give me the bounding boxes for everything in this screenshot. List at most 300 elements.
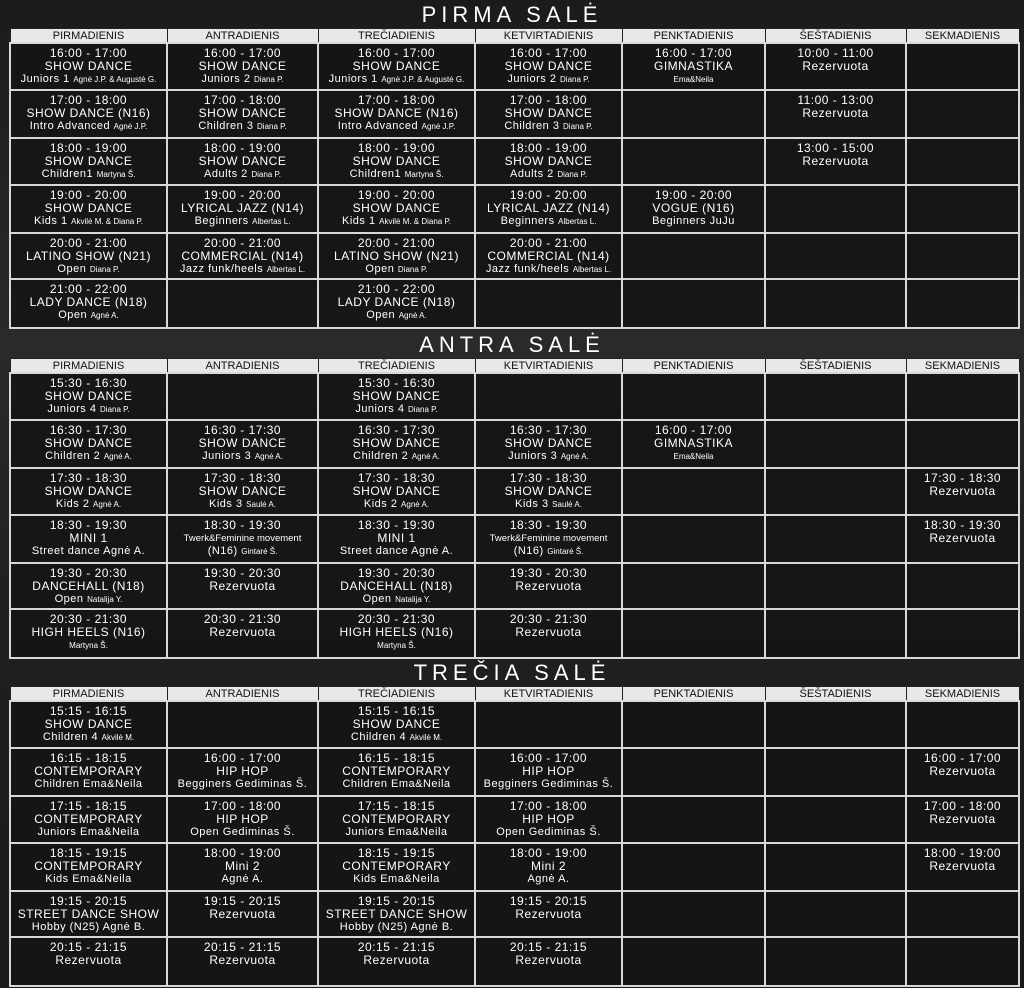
slot-time: 17:30 - 18:30 [923,471,1002,485]
slot-teacher: Ema&Neila [83,778,143,790]
slot-title: SHOW DANCE [504,484,593,498]
slot-teacher: Gintarė Š. [547,547,584,556]
day-header: PIRMADIENIS [10,29,167,44]
slot-group: Children1 [41,168,94,180]
slot-title: MINI 1 [69,531,108,545]
slot-teacher: Agnė A. [398,311,427,320]
slot-title: HIP HOP [216,812,269,826]
slot-title: SHOW DANCE [352,201,441,215]
slot-time: 16:15 - 18:15 [49,751,128,765]
class-slot [475,937,622,986]
slot-group: Adults 2 [204,168,248,180]
class-slot [10,90,167,138]
slot-time: 20:30 - 21:30 [49,612,128,626]
slot-title: DANCEHALL (N18) [340,579,453,593]
slot-time: 17:30 - 18:30 [357,471,436,485]
slot-group: Kids 1 [33,215,68,227]
slot-title: SHOW DANCE (N16) [334,106,459,120]
slot-group: Juniors 3 [202,450,252,462]
slot-title: SHOW DANCE [352,717,441,731]
slot-title: Rezervuota [929,859,996,873]
schedule-row [10,515,1019,563]
slot-title: CONTEMPORARY [34,859,143,873]
slot-title: LADY DANCE (N18) [29,295,148,309]
slot-time: 17:00 - 18:00 [923,799,1002,813]
slot-group: Open [58,309,88,321]
class-slot [475,233,622,279]
slot-time: 17:15 - 18:15 [357,799,436,813]
slot-time: 20:15 - 21:15 [49,940,128,954]
slot-teacher: Agnė A. [401,500,430,509]
class-slot [167,515,318,563]
slot-title: HIP HOP [522,764,575,778]
slot-title: SHOW DANCE [44,389,133,403]
slot-teacher: Diana P. [397,265,428,274]
slot-title: HIGH HEELS (N16) [339,625,454,639]
class-slot [906,843,1019,891]
day-header: ŠEŠTADIENIS [765,29,906,44]
empty-slot [765,701,906,748]
slot-group: Kids 3 [515,498,549,510]
class-slot [475,609,622,658]
class-slot [10,891,167,937]
slot-time: 19:15 - 20:15 [49,894,128,908]
slot-title: Rezervuota [929,764,996,778]
slot-time: 10:00 - 11:00 [797,46,874,60]
slot-title: LATINO SHOW (N21) [26,249,151,263]
class-slot [10,843,167,891]
schedule-row [10,609,1019,658]
day-header: PIRMADIENIS [10,359,167,374]
slot-group: Open [366,309,396,321]
slot-teacher: Gediminas Š. [528,826,601,838]
slot-title: SHOW DANCE [352,389,441,403]
slot-title: LYRICAL JAZZ (N14) [486,201,611,215]
slot-title: SHOW DANCE [352,59,441,73]
class-slot [765,90,906,138]
slot-teacher: Agnė A. [411,545,454,557]
slot-title: SHOW DANCE [44,436,133,450]
slot-time: 19:00 - 20:00 [203,188,282,202]
slot-title: Rezervuota [929,812,996,826]
slot-time: 17:00 - 18:00 [509,93,588,107]
slot-group: Juniors 3 [508,450,558,462]
slot-teacher: Agnė A. [411,452,440,461]
slot-group: Juniors [37,826,77,838]
slot-group: Kids [353,873,377,885]
slot-time: 16:30 - 17:30 [49,423,128,437]
class-slot [10,373,167,420]
slot-time: 19:15 - 20:15 [203,894,282,908]
schedule-row [10,701,1019,748]
slot-group: Juniors [345,826,385,838]
slot-group: Intro Advanced [29,120,111,132]
slot-title: SHOW DANCE [504,154,593,168]
slot-title: CONTEMPORARY [34,812,143,826]
slot-time: 15:15 - 16:15 [357,704,436,718]
slot-title: SHOW DANCE [198,484,287,498]
hall-title: ANTRA SALĖ [419,332,605,357]
class-slot [318,563,475,609]
schedule-row [10,185,1019,233]
slot-title: SHOW DANCE [44,201,133,215]
slot-time: 18:00 - 19:00 [509,141,588,155]
slot-group: (N16) [207,545,238,557]
slot-time: 18:00 - 19:00 [203,846,282,860]
slot-title: DANCEHALL (N18) [32,579,145,593]
slot-title: SHOW DANCE [44,484,133,498]
day-header: KETVIRTADIENIS [475,29,622,44]
slot-group: Children1 [349,168,402,180]
slot-time: 19:00 - 20:00 [509,188,588,202]
class-slot [622,185,765,233]
slot-time: 16:00 - 17:00 [923,751,1002,765]
slot-group: Open [362,593,392,605]
empty-slot [906,90,1019,138]
class-slot [906,468,1019,515]
slot-time: 18:30 - 19:30 [49,518,128,532]
day-header: SEKMADIENIS [906,359,1019,374]
day-header: PENKTADIENIS [622,687,765,702]
empty-slot [765,937,906,986]
class-slot [10,468,167,515]
slot-title: Twerk&Feminine movement [183,533,302,544]
class-slot [10,279,167,328]
slot-time: 17:00 - 18:00 [357,93,436,107]
schedule-row [10,233,1019,279]
day-header: ANTRADIENIS [167,359,318,374]
slot-time: 16:00 - 17:00 [203,751,282,765]
class-slot [318,420,475,468]
slot-time: 17:30 - 18:30 [203,471,282,485]
class-slot [10,138,167,185]
slot-time: 16:00 - 17:00 [203,46,282,60]
slot-group: Kids 3 [209,498,243,510]
slot-title: SHOW DANCE [352,154,441,168]
class-slot [622,420,765,468]
slot-title: SHOW DANCE [44,59,133,73]
slot-group: Beginners [652,215,707,227]
slot-time: 16:00 - 17:00 [357,46,436,60]
class-slot [167,843,318,891]
slot-title: Rezervuota [515,625,582,639]
day-header: ŠEŠTADIENIS [765,687,906,702]
schedule-row [10,748,1019,796]
slot-title: Rezervuota [929,484,996,498]
slot-time: 17:00 - 18:00 [203,799,282,813]
class-slot [475,138,622,185]
slot-group: Open [190,826,220,838]
slot-teacher: Gediminas Š. [541,778,614,790]
schedule-row [10,563,1019,609]
empty-slot [622,843,765,891]
slot-time: 16:00 - 17:00 [49,46,128,60]
hall-title: PIRMA SALĖ [421,2,603,27]
class-slot [167,233,318,279]
slot-time: 20:00 - 21:00 [509,236,588,250]
class-slot [318,796,475,843]
empty-slot [765,515,906,563]
slot-title: Rezervuota [209,579,276,593]
slot-group: Agnė A. [527,873,570,885]
slot-title: HIP HOP [216,764,269,778]
class-slot [475,43,622,90]
class-slot [318,138,475,185]
class-slot [10,701,167,748]
slot-time: 17:15 - 18:15 [49,799,128,813]
slot-time: 20:00 - 21:00 [49,236,128,250]
slot-teacher: Albertas L. [572,265,612,274]
slot-teacher: Albertas L. [252,217,291,226]
slot-title: Rezervuota [209,953,276,967]
slot-title: Rezervuota [802,106,869,120]
slot-group: Children 4 [42,731,99,743]
slot-group: Juniors 4 [355,403,405,415]
slot-teacher: Ema&Neila [72,873,132,885]
slot-title: Rezervuota [515,953,582,967]
slot-group: Children 3 [504,120,560,132]
slot-time: 19:00 - 20:00 [654,188,733,202]
slot-teacher: Agnė A. [93,500,122,509]
schedule-row [10,796,1019,843]
slot-title: SHOW DANCE [504,436,593,450]
empty-slot [765,748,906,796]
slot-group: Jazz funk/heels [485,263,570,275]
class-slot [10,185,167,233]
slot-teacher: Martyna Š. [69,641,108,650]
slot-group: Beginners [500,215,555,227]
slot-time: 19:00 - 20:00 [357,188,436,202]
slot-teacher: Gintarė Š. [241,547,278,556]
slot-teacher: Ema&Neila [673,452,714,461]
slot-title: Rezervuota [55,953,122,967]
slot-time: 19:30 - 20:30 [203,566,282,580]
slot-time: 21:00 - 22:00 [357,282,436,296]
class-slot [167,563,318,609]
class-slot [167,138,318,185]
slot-group: Kids [45,873,69,885]
class-slot [167,609,318,658]
slot-teacher: Martyna Š. [377,641,416,650]
empty-slot [765,185,906,233]
class-slot [167,937,318,986]
slot-title: Rezervuota [515,579,582,593]
slot-teacher: Ema&Neila [380,873,440,885]
empty-slot [906,279,1019,328]
class-slot [167,90,318,138]
slot-title: SHOW DANCE [198,154,287,168]
slot-time: 11:00 - 13:00 [797,93,874,107]
slot-group: Open [57,263,87,275]
day-header: SEKMADIENIS [906,29,1019,44]
slot-teacher: Agnė J.P. [113,122,148,131]
slot-title: CONTEMPORARY [342,764,451,778]
slot-time: 18:00 - 19:00 [357,141,436,155]
empty-slot [765,843,906,891]
day-header: PENKTADIENIS [622,29,765,44]
slot-teacher: Ema&Neila [80,826,140,838]
slot-time: 17:30 - 18:30 [509,471,588,485]
slot-teacher: Agnė B. [102,921,146,933]
slot-group: Children 2 [45,450,101,462]
slot-teacher: Natalija Y. [87,595,123,604]
slot-title: SHOW DANCE [198,436,287,450]
slot-time: 15:15 - 16:15 [49,704,128,718]
class-slot [10,748,167,796]
class-slot [318,373,475,420]
slot-teacher: Diana P. [89,265,120,274]
slot-time: 15:30 - 16:30 [357,376,436,390]
slot-time: 18:00 - 19:00 [49,141,128,155]
slot-group: Open [496,826,526,838]
slot-teacher: Diana P. [100,405,130,414]
day-header: TREČIADIENIS [318,687,475,702]
slot-title: CONTEMPORARY [34,764,143,778]
empty-slot [765,373,906,420]
slot-group: Children 3 [198,120,254,132]
hall-title: TREČIA SALĖ [413,660,611,685]
schedule-row [10,843,1019,891]
slot-group: Kids 2 [55,498,90,510]
class-slot [318,843,475,891]
class-slot [318,748,475,796]
class-slot [10,420,167,468]
class-slot [167,185,318,233]
schedule-row [10,420,1019,468]
slot-title: SHOW DANCE [44,154,133,168]
empty-slot [622,468,765,515]
slot-title: SHOW DANCE [352,436,441,450]
slot-teacher: Akvilė M. [409,733,443,742]
slot-title: SHOW DANCE [352,484,441,498]
day-header: TREČIADIENIS [318,29,475,44]
slot-time: 18:00 - 19:00 [923,846,1002,860]
slot-time: 20:30 - 21:30 [203,612,282,626]
slot-group: Adults 2 [510,168,554,180]
slot-title: Rezervuota [929,531,996,545]
slot-group: Children [34,778,80,790]
empty-slot [622,748,765,796]
empty-slot [622,515,765,563]
slot-group: Open [54,593,84,605]
slot-teacher: Diana P. [251,170,281,179]
class-slot [167,468,318,515]
slot-title: Rezervuota [209,907,276,921]
slot-teacher: Diana P. [257,122,287,131]
slot-group: Kids 1 [341,215,376,227]
slot-teacher: Gediminas Š. [235,778,308,790]
slot-time: 17:30 - 18:30 [49,471,128,485]
class-slot [167,420,318,468]
slot-group: Begginers [483,778,538,790]
class-slot [318,90,475,138]
slot-teacher: Gediminas Š. [222,826,295,838]
schedule-table-hall-1 [9,28,1020,329]
class-slot [475,891,622,937]
slot-time: 16:00 - 17:00 [509,751,588,765]
empty-slot [765,563,906,609]
slot-title: COMMERCIAL (N14) [181,249,304,263]
slot-title: STREET DANCE SHOW [17,907,160,921]
slot-time: 19:30 - 20:30 [509,566,588,580]
slot-title: VOGUE (N16) [652,201,735,215]
slot-teacher: Agnė J.P. & Augustė G. [381,75,465,84]
day-header-row [10,359,1019,374]
slot-time: 19:30 - 20:30 [357,566,436,580]
empty-slot [906,609,1019,658]
schedule-row [10,891,1019,937]
slot-teacher: Agnė A. [103,452,132,461]
class-slot [318,185,475,233]
slot-title: SHOW DANCE [504,59,593,73]
class-slot [10,796,167,843]
slot-teacher: Agnė A. [254,452,283,461]
empty-slot [622,937,765,986]
slot-title: Rezervuota [363,953,430,967]
slot-teacher: Agnė A. [103,545,146,557]
slot-time: 18:30 - 19:30 [357,518,436,532]
slot-teacher: Diana P. [557,170,587,179]
slot-title: HIGH HEELS (N16) [31,625,146,639]
schedule-row [10,373,1019,420]
slot-time: 18:00 - 19:00 [203,141,282,155]
empty-slot [906,233,1019,279]
class-slot [475,843,622,891]
empty-slot [765,891,906,937]
day-header: KETVIRTADIENIS [475,359,622,374]
slot-teacher: Agnė B. [410,921,454,933]
slot-title: LATINO SHOW (N21) [334,249,459,263]
class-slot [167,43,318,90]
slot-title: Rezervuota [209,625,276,639]
empty-slot [906,373,1019,420]
slot-time: 21:00 - 22:00 [49,282,128,296]
empty-slot [906,701,1019,748]
slot-title: Rezervuota [802,59,869,73]
class-slot [167,796,318,843]
slot-time: 16:30 - 17:30 [357,423,436,437]
slot-teacher: Albertas L. [558,217,597,226]
slot-teacher: Akvilė M. & Diana P. [379,217,452,226]
slot-time: 17:00 - 18:00 [509,799,588,813]
slot-title: Rezervuota [515,907,582,921]
class-slot [167,891,318,937]
slot-group: Children 2 [353,450,409,462]
slot-time: 18:15 - 19:15 [49,846,128,860]
slot-teacher: Akvilė M. & Diana P. [71,217,144,226]
empty-slot [622,233,765,279]
class-slot [622,43,765,90]
empty-slot [475,373,622,420]
schedule-row [10,43,1019,90]
empty-slot [475,701,622,748]
class-slot [475,748,622,796]
empty-slot [765,609,906,658]
slot-group: Agnė A. [221,873,264,885]
day-header: ŠEŠTADIENIS [765,359,906,374]
slot-teacher: Agnė J.P. & Augustė G. [73,75,157,84]
day-header: SEKMADIENIS [906,687,1019,702]
schedule-row [10,90,1019,138]
slot-time: 20:00 - 21:00 [357,236,436,250]
slot-time: 20:00 - 21:00 [203,236,282,250]
slot-group: Juniors 2 [507,73,557,85]
slot-title: MINI 1 [377,531,416,545]
slot-group: Kids 2 [363,498,398,510]
slot-title: SHOW DANCE [198,106,287,120]
schedule-row [10,138,1019,185]
class-slot [765,138,906,185]
